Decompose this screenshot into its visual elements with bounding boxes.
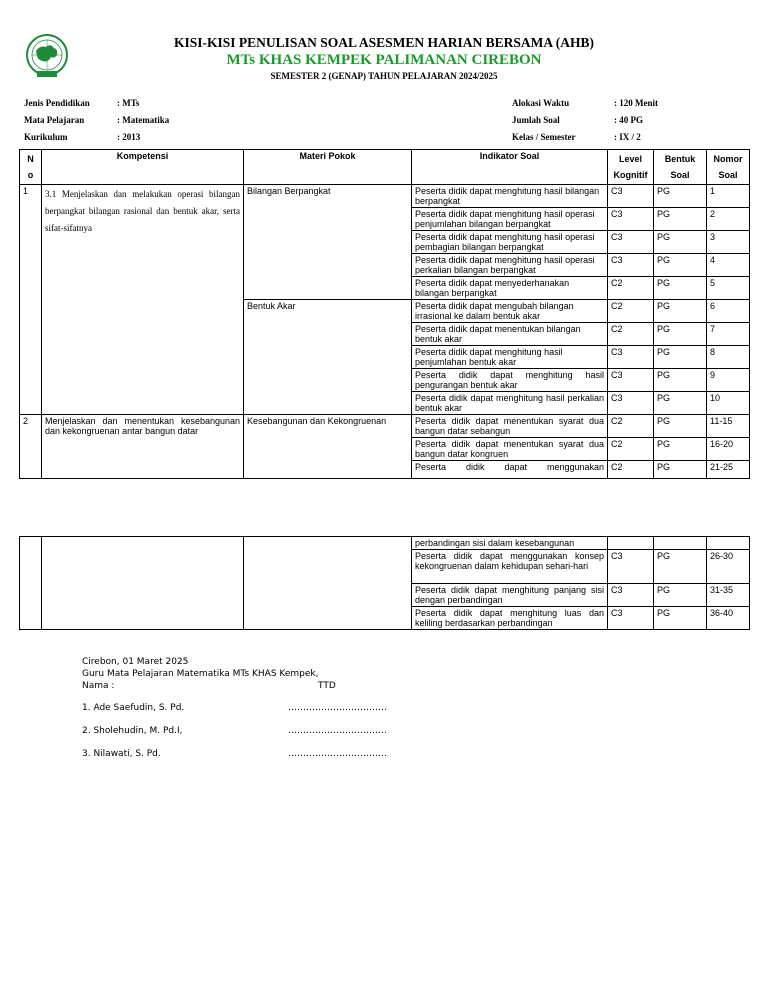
place-date: Cirebon, 01 Maret 2025 — [82, 657, 189, 667]
nomor-cell: 16-20 — [707, 438, 750, 461]
materi-cell: Bentuk Akar — [244, 300, 412, 415]
kisi-kisi-table — [19, 149, 750, 479]
col-header-materi: Materi Pokok — [244, 150, 412, 185]
indikator-cell: Peserta didik dapat menghitung hasil bilangan berpangkat — [412, 185, 608, 208]
row-number: 1 — [20, 185, 42, 415]
signature-line: …………………………… — [288, 726, 387, 736]
kompetensi-cell: Menjelaskan dan menentukan kesebangunan dan kekongruenan antar bangun datar — [42, 415, 244, 479]
col-header-indikator: Indikator Soal — [412, 150, 608, 185]
level-cell: C3 — [608, 346, 654, 369]
bentuk-cell: PG — [654, 392, 707, 415]
col-header-kompetensi: Kompetensi — [42, 150, 244, 185]
row-number: 2 — [20, 415, 42, 479]
materi-cell — [244, 537, 412, 630]
materi-cell: Bilangan Berpangkat — [244, 185, 412, 300]
col-header-bentuk: Bentuk Soal — [654, 150, 707, 185]
col-header-level: Level Kognitif — [608, 150, 654, 185]
kompetensi-cell — [42, 537, 244, 630]
bentuk-cell: PG — [654, 584, 707, 607]
level-cell: C3 — [608, 607, 654, 630]
indikator-cell: Peserta didik dapat menggunakan konsep kekongruenan dalam kehidupan sehari-hari — [412, 550, 608, 584]
nomor-cell: 9 — [707, 369, 750, 392]
indikator-cell: Peserta didik dapat menentukan syarat dua bangun datar kongruen — [412, 438, 608, 461]
nomor-cell: 26-30 — [707, 550, 750, 584]
table-row — [20, 185, 750, 208]
kisi-kisi-table-continued — [19, 536, 750, 630]
level-cell: C3 — [608, 584, 654, 607]
bentuk-cell: PG — [654, 346, 707, 369]
level-cell — [608, 537, 654, 550]
info-value-kurikulum: : 2013 — [117, 132, 141, 142]
info-value-alokasi: : 120 Menit — [614, 98, 658, 108]
signer-name: 1. Ade Saefudin, S. Pd. — [82, 703, 185, 713]
bentuk-cell: PG — [654, 461, 707, 479]
bentuk-cell: PG — [654, 369, 707, 392]
teacher-role: Guru Mata Pelajaran Matematika MTs KHAS Kempek, — [82, 669, 319, 679]
indikator-cell: Peserta didik dapat menggunakan — [412, 461, 608, 479]
nomor-cell: 5 — [707, 277, 750, 300]
bentuk-cell: PG — [654, 323, 707, 346]
info-label-jenis: Jenis Pendidikan — [24, 98, 90, 108]
level-cell: C3 — [608, 550, 654, 584]
nomor-cell: 7 — [707, 323, 750, 346]
nomor-cell: 11-15 — [707, 415, 750, 438]
indikator-cell: Peserta didik dapat menghitung panjang sisi dengan perbandingan — [412, 584, 608, 607]
materi-cell: Kesebangunan dan Kekongruenan — [244, 415, 412, 479]
col-header-no: N o — [20, 150, 42, 185]
level-cell: C3 — [608, 392, 654, 415]
row-number — [20, 537, 42, 630]
level-cell: C3 — [608, 185, 654, 208]
bentuk-cell: PG — [654, 254, 707, 277]
indikator-cell: Peserta didik dapat menghitung hasil operasi perkalian bilangan berpangkat — [412, 254, 608, 277]
level-cell: C3 — [608, 369, 654, 392]
indikator-cell: Peserta didik dapat menentukan syarat dua bangun datar sebangun — [412, 415, 608, 438]
school-name: MTs KHAS KEMPEK PALIMANAN CIREBON — [226, 52, 542, 68]
info-value-mapel: : Matematika — [117, 115, 170, 125]
bentuk-cell: PG — [654, 208, 707, 231]
nomor-cell: 6 — [707, 300, 750, 323]
bentuk-cell: PG — [654, 300, 707, 323]
bentuk-cell: PG — [654, 438, 707, 461]
bentuk-cell: PG — [654, 277, 707, 300]
nama-label: Nama : — [82, 681, 115, 691]
level-cell: C3 — [608, 231, 654, 254]
indikator-cell: Peserta didik dapat menghitung hasil operasi penjumlahan bilangan berpangkat — [412, 208, 608, 231]
nomor-cell: 31-35 — [707, 584, 750, 607]
info-label-jumlah: Jumlah Soal — [512, 115, 560, 125]
nomor-cell: 4 — [707, 254, 750, 277]
level-cell: C2 — [608, 415, 654, 438]
table-header-row — [20, 150, 750, 185]
info-label-kelas: Kelas / Semester — [512, 132, 576, 142]
info-value-jumlah: : 40 PG — [614, 115, 643, 125]
level-cell: C2 — [608, 461, 654, 479]
semester-line: SEMESTER 2 (GENAP) TAHUN PELAJARAN 2024/2025 — [270, 71, 498, 81]
info-label-kurikulum: Kurikulum — [24, 132, 68, 142]
indikator-cell: perbandingan sisi dalam kesebangunan — [412, 537, 608, 550]
document-title: KISI-KISI PENULISAN SOAL ASESMEN HARIAN BERSAMA (AHB) — [173, 35, 595, 50]
nomor-cell: 2 — [707, 208, 750, 231]
indikator-cell: Peserta didik dapat menyederhanakan bilangan berpangkat — [412, 277, 608, 300]
indikator-cell: Peserta didik dapat menentukan bilangan bentuk akar — [412, 323, 608, 346]
nomor-cell: 1 — [707, 185, 750, 208]
indikator-cell: Peserta didik dapat menghitung hasil operasi pembagian bilangan berpangkat — [412, 231, 608, 254]
signer-name: 3. Nilawati, S. Pd. — [82, 749, 161, 759]
kompetensi-cell: 3.1 Menjelaskan dan melakukan operasi bilangan berpangkat bilangan rasional dan bentuk akar, serta sifat-sifatnya — [42, 185, 244, 415]
col-header-nomor: Nomor Soal — [707, 150, 750, 185]
bentuk-cell — [654, 537, 707, 550]
level-cell: C2 — [608, 277, 654, 300]
indikator-cell: Peserta didik dapat menghitung luas dan keliling berdasarkan perbandingan — [412, 607, 608, 630]
indikator-cell: Peserta didik dapat menghitung hasil penjumlahan bentuk akar — [412, 346, 608, 369]
info-value-kelas: : IX / 2 — [614, 132, 641, 142]
indikator-cell: Peserta didik dapat menghitung hasil perkalian bentuk akar — [412, 392, 608, 415]
bentuk-cell: PG — [654, 415, 707, 438]
bentuk-cell: PG — [654, 550, 707, 584]
level-cell: C2 — [608, 300, 654, 323]
level-cell: C2 — [608, 438, 654, 461]
nomor-cell: 8 — [707, 346, 750, 369]
indikator-cell: Peserta didik dapat mengubah bilangan irrasional ke dalam bentuk akar — [412, 300, 608, 323]
nomor-cell: 3 — [707, 231, 750, 254]
nomor-cell: 21-25 — [707, 461, 750, 479]
bentuk-cell: PG — [654, 607, 707, 630]
nomor-cell: 10 — [707, 392, 750, 415]
info-value-jenis: : MTs — [117, 98, 140, 108]
bentuk-cell: PG — [654, 231, 707, 254]
nomor-cell: 36-40 — [707, 607, 750, 630]
level-cell: C2 — [608, 323, 654, 346]
nomor-cell — [707, 537, 750, 550]
info-label-alokasi: Alokasi Waktu — [512, 98, 570, 108]
info-label-mapel: Mata Pelajaran — [24, 115, 85, 125]
signature-line: …………………………… — [288, 703, 387, 713]
table-row — [20, 537, 750, 550]
table-row — [20, 415, 750, 438]
level-cell: C3 — [608, 208, 654, 231]
level-cell: C3 — [608, 254, 654, 277]
signature-line: …………………………… — [288, 749, 387, 759]
indikator-cell: Peserta didik dapat menghitung hasil pengurangan bentuk akar — [412, 369, 608, 392]
bentuk-cell: PG — [654, 185, 707, 208]
ttd-label: TTD — [318, 681, 336, 691]
signer-name: 2. Sholehudin, M. Pd.I, — [82, 726, 183, 736]
